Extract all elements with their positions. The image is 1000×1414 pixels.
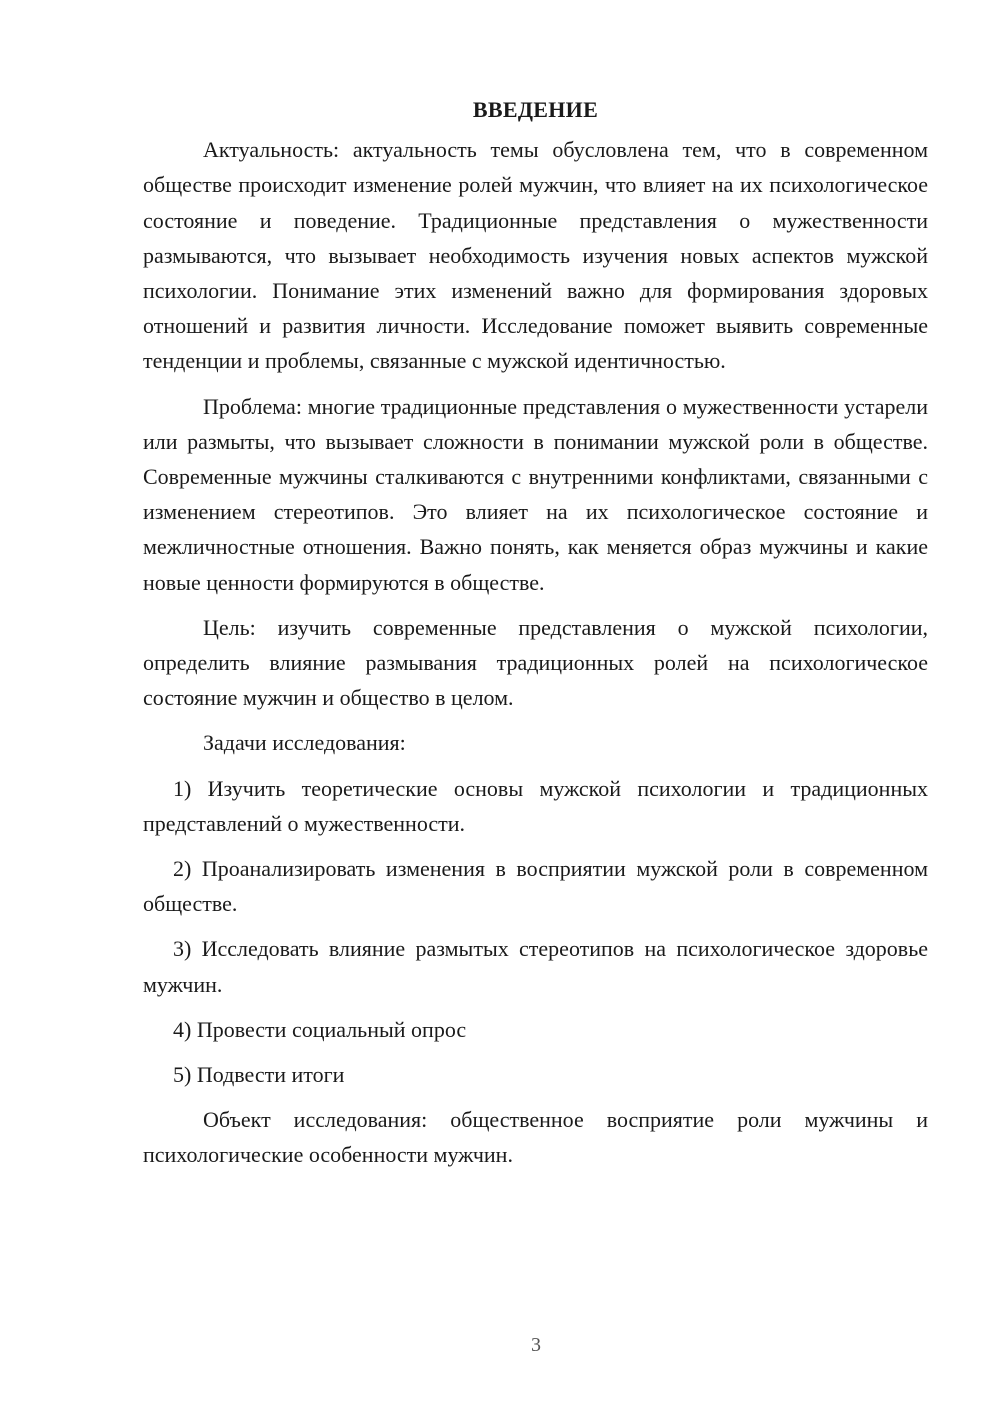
page-number: 3 <box>531 1334 541 1356</box>
task-item-2: 2) Проанализировать изменения в восприятии мужской роли в современном обществе. <box>143 856 928 917</box>
relevance-paragraph: Актуальность: актуальность темы обусловлена тем, что в современном обществе происходит изменение ролей мужчин, что влияет на их психологическое состояние и поведение. Традиционные представления о мужественности размываются, что вызывает необходимость изучения новых аспектов мужской психологии. Понимание этих изменений важно для формирования здоровых отношений и развития личности. Исследование поможет выявить современные тенденции и проблемы, связанные с мужской идентичностью. <box>143 137 928 374</box>
problem-paragraph: Проблема: многие традиционные представления о мужественности устарели или размыты, что вызывает сложности в понимании мужской роли в обществе. Современные мужчины сталкиваются с внутренними конфликтами, связанными с изменением стереотипов. Это влияет на их психологическое состояние и межличностные отношения. Важно понять, как меняется образ мужчины и какие новые ценности формируются в обществе. <box>143 393 928 595</box>
task-item-1: 1) Изучить теоретические основы мужской психологии и традиционных представлений о мужественности. <box>143 775 928 836</box>
object-paragraph: Объект исследования: общественное восприятие роли мужчины и психологические особенности мужчин. <box>143 1107 928 1168</box>
task-item-5: 5) Подвести итоги <box>173 1062 345 1088</box>
section-title: ВВЕДЕНИЕ <box>472 97 599 122</box>
goal-paragraph: Цель: изучить современные представления о мужской психологии, определить влияние размывания традиционных ролей на психологическое состояние мужчин и общество в целом. <box>143 614 928 711</box>
page-content <box>143 92 928 1183</box>
task-item-4: 4) Провести социальный опрос <box>173 1016 467 1042</box>
task-item-3: 3) Исследовать влияние размытых стереотипов на психологическое здоровье мужчин. <box>143 936 928 997</box>
tasks-heading: Задачи исследования: <box>203 730 406 756</box>
